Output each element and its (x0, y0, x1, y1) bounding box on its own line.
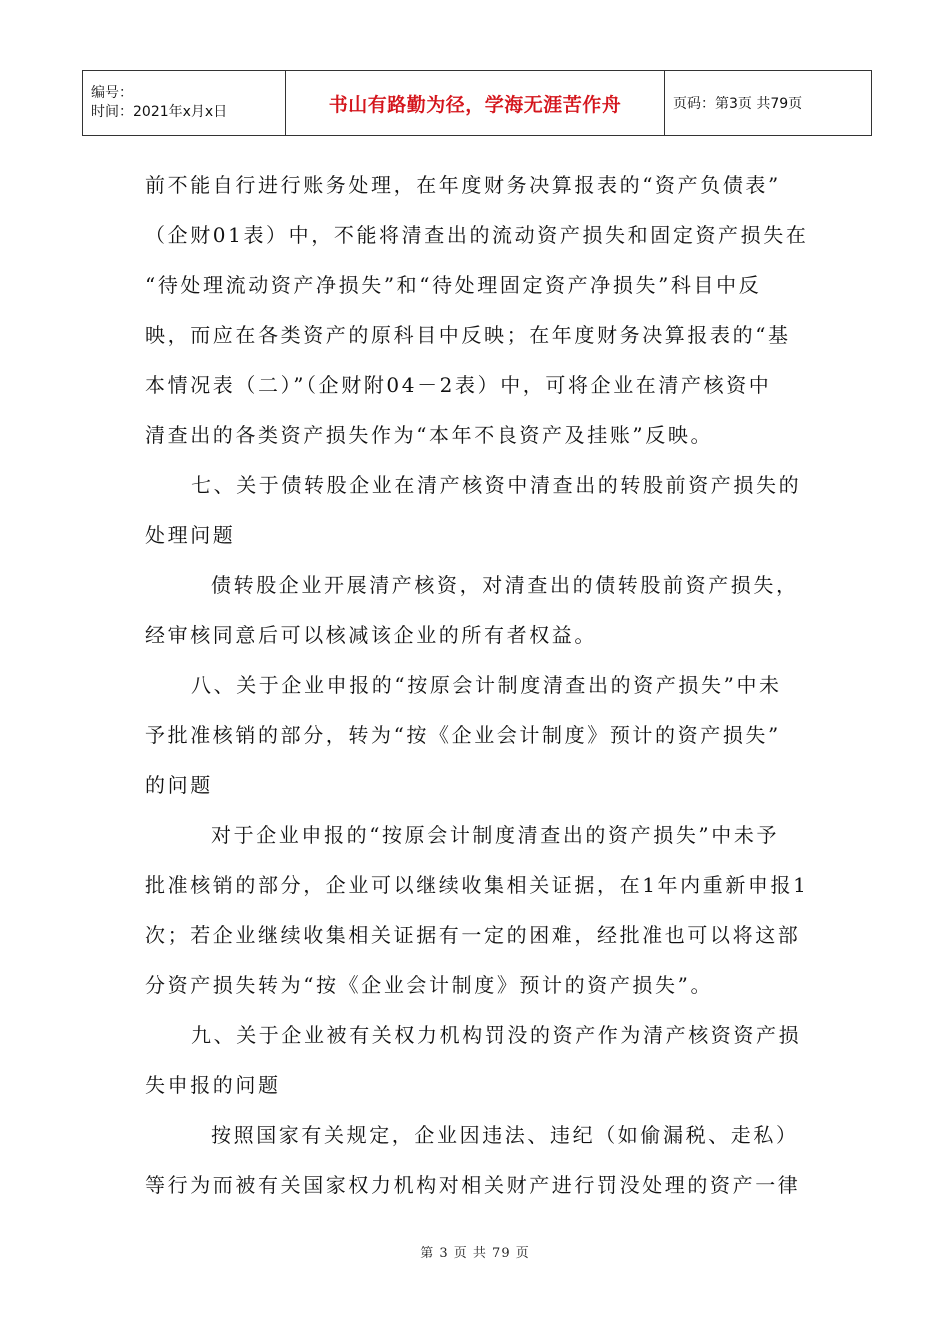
header-meta-cell (83, 71, 286, 136)
section-heading-8: 八、关于企业申报的“按原会计制度清查出的资产损失”中未 (191, 673, 782, 697)
document-header (82, 70, 872, 136)
document-time-label: 时间：2021年x月x日 (91, 104, 228, 120)
section-heading-8-cont: 予批准核销的部分，转为“按《企业会计制度》预计的资产损失” (145, 723, 781, 747)
header-motto: 书山有路勤为径，学海无涯苦作舟 (286, 71, 665, 136)
body-line: “待处理流动资产净损失”和“待处理固定资产净损失”科目中反 (145, 273, 762, 297)
body-line: 次；若企业继续收集相关证据有一定的困难，经批准也可以将这部 (145, 923, 801, 947)
section-heading-8-cont: 的问题 (145, 773, 213, 797)
body-line: 映，而应在各类资产的原科目中反映；在年度财务决算报表的“基 (145, 323, 791, 347)
body-line: 本情况表（二）”（企财附04－2表）中，可将企业在清产核资中 (145, 373, 772, 397)
body-line: 前不能自行进行账务处理，在年度财务决算报表的“资产负债表” (145, 173, 781, 197)
section-heading-7-cont: 处理问题 (145, 523, 236, 547)
section-heading-9-cont: 失申报的问题 (145, 1073, 281, 1097)
body-line: （企财01表）中，不能将清查出的流动资产损失和固定资产损失在 (145, 223, 809, 247)
page-footer: 第 3 页 共 79 页 (420, 1246, 530, 1261)
body-line: 按照国家有关规定，企业因违法、违纪（如偷漏税、走私） (211, 1123, 799, 1147)
body-line: 分资产损失转为“按《企业会计制度》预计的资产损失”。 (145, 973, 714, 997)
body-line: 债转股企业开展清产核资，对清查出的债转股前资产损失， (211, 573, 799, 597)
header-page-code: 页码：第3页 共79页 (665, 71, 872, 136)
body-line: 对于企业申报的“按原会计制度清查出的资产损失”中未予 (211, 823, 780, 847)
body-line: 清查出的各类资产损失作为“本年不良资产及挂账”反映。 (145, 423, 714, 447)
body-line: 经审核同意后可以核减该企业的所有者权益。 (145, 623, 597, 647)
document-number-label: 编号： (91, 85, 133, 101)
section-heading-9: 九、关于企业被有关权力机构罚没的资产作为清产核资资产损 (191, 1023, 802, 1047)
body-line: 批准核销的部分，企业可以继续收集相关证据，在1年内重新申报1 (145, 873, 809, 897)
document-body (145, 160, 810, 1210)
section-heading-7: 七、关于债转股企业在清产核资中清查出的转股前资产损失的 (191, 473, 802, 497)
body-line: 等行为而被有关国家权力机构对相关财产进行罚没处理的资产一律 (145, 1173, 801, 1197)
